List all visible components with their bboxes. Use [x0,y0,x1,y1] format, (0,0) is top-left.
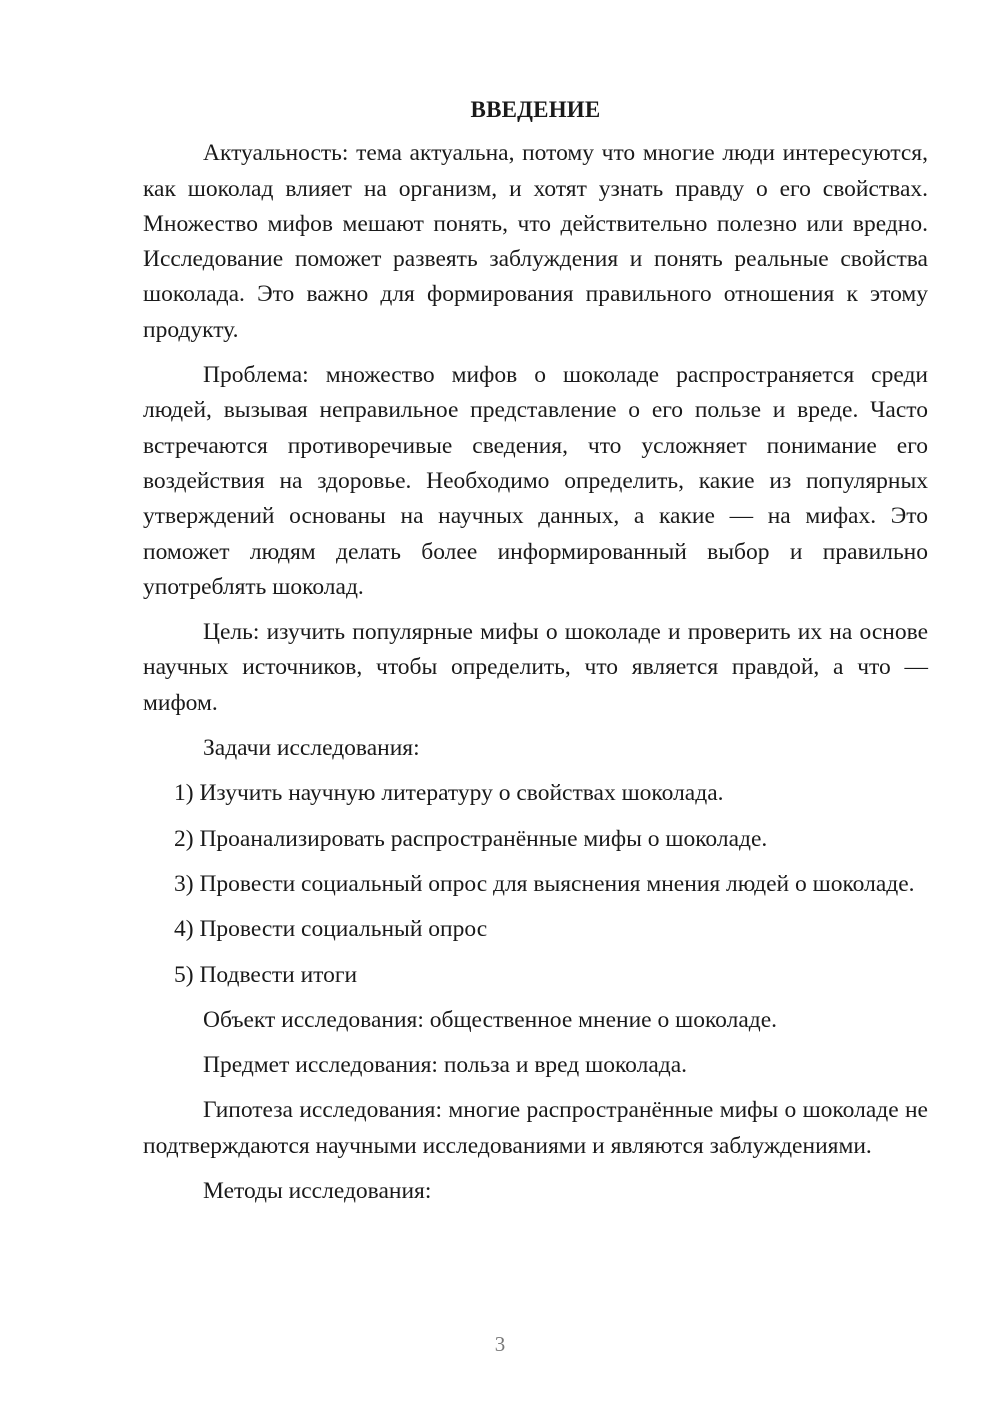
subject-paragraph: Предмет исследования: польза и вред шоколада. [203,1052,688,1079]
task-item: 5) Подвести итоги [174,961,358,988]
task-item: 3) Провести социальный опрос для выяснения мнения людей о шоколаде. [174,870,915,897]
task-item: 2) Проанализировать распространённые мифы о шоколаде. [174,825,768,852]
methods-title: Методы исследования: [203,1178,432,1205]
goal-paragraph: Цель: изучить популярные мифы о шоколаде и проверить их на основе научных источников, чтобы определить, что является правдой, а что — мифом. [143,619,928,716]
page-content [143,92,928,1219]
section-heading: ВВЕДЕНИЕ [470,97,601,122]
relevance-paragraph: Актуальность: тема актуальна, потому что многие люди интересуются, как шоколад влияет на организм, и хотят узнать правду о его свойствах. Множество мифов мешают понять, что действительно полезно или вредно. Исследование поможет развеять заблуждения и понять реальные свойства шоколада. Это важно для формирования правильного отношения к этому продукту. [143,140,928,343]
page-number: 3 [494,1332,506,1356]
task-item: 4) Провести социальный опрос [174,916,488,943]
object-paragraph: Объект исследования: общественное мнение о шоколаде. [203,1006,778,1033]
task-item: 1) Изучить научную литературу о свойствах шоколада. [174,780,724,807]
hypothesis-paragraph: Гипотеза исследования: многие распространённые мифы о шоколаде не подтверждаются научными исследованиями и являются заблуждениями. [143,1097,928,1159]
tasks-title: Задачи исследования: [203,735,420,762]
problem-paragraph: Проблема: множество мифов о шоколаде распространяется среди людей, вызывая неправильное представление о его пользе и вреде. Часто встречаются противоречивые сведения, что усложняет понимание его воздействия на здоровье. Необходимо определить, какие из популярных утверждений основаны на научных данных, а какие — на мифах. Это поможет людям делать более информированный выбор и правильно употреблять шоколад. [143,362,928,600]
